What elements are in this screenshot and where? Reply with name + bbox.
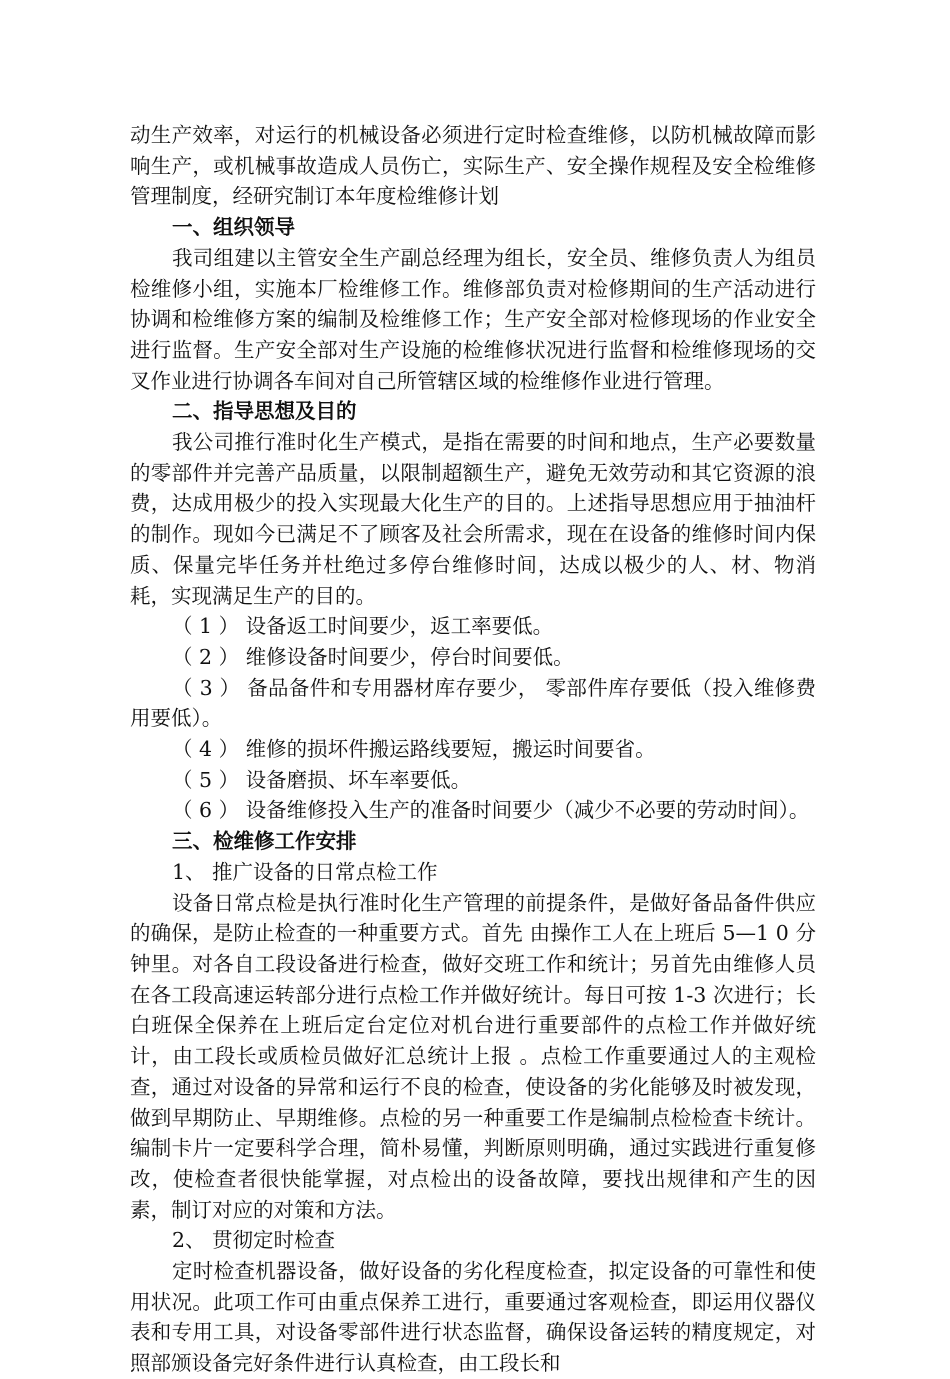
organization-paragraph: 我司组建以主管安全生产副总经理为组长，安全员、维修负责人为组员检维修小组，实施本厂检维修工作。维修部负责对检修期间的生产活动进行协调和检维修方案的编制及检维修工作；生产安全部对检修现场的作业安全进行监督。生产安全部对生产设施的检维修状况进行监督和检维修现场的交叉作业进行协调各车间对自己所管辖区域的检维修作业进行管理。: [130, 245, 816, 393]
daily-inspection-paragraph: 设备日常点检是执行准时化生产管理的前提条件，是做好备品备件供应的确保，是防止检查的一种重要方式。首先 由操作工人在上班后 5—1 0 分钟里。对各自工段设备进行检查，做好交班工作和统计；另首先由维修人员在各工段高速运转部分进行点检工作并做好统计。每日可按 1-3 次进行；长白班保全保养在上班后定台定位对机台进行重要部件的点检工作并做好统计，由工段长或质检员做好汇总统计上报 。点检工作重要通过人的主观检查，通过对设备的异常和运行不良的检查，使设备的劣化能够及时被发现，做到早期防止、早期维修。点检的另一种重要工作是编制点检检查卡统计。编制卡片一定要科学合理，简朴易懂，判断原则明确，通过实践进行重复修改，使检查者很快能掌握，对点检出的设备故障，要找出规律和产生的因素，制订对应的对策和方法。: [130, 890, 816, 1222]
subsection-daily-inspection: 1、 推广设备的日常点检工作: [172, 859, 438, 884]
goal-item-1: （ 1 ） 设备返工时间要少，返工率要低。: [172, 614, 554, 639]
goal-item-2: （ 2 ） 维修设备时间要少，停台时间要低。: [172, 644, 574, 669]
goal-item-3: （ 3 ） 备品备件和专用器材库存要少， 零部件库存要低（投入维修费用要低）。: [130, 675, 816, 731]
document-page: [130, 120, 816, 1379]
intro-paragraph: 动生产效率，对运行的机械设备必须进行定时检查维修，以防机械故障而影响生产，或机械事故造成人员伤亡，实际生产、安全操作规程及安全检维修管理制度，经研究制订本年度检维修计划: [130, 123, 816, 209]
goal-item-4: （ 4 ） 维修的损坏件搬运路线要短，搬运时间要省。: [172, 737, 656, 762]
guiding-ideas-paragraph: 我公司推行准时化生产模式，是指在需要的时间和地点，生产必要数量的零部件并完善产品质量，以限制超额生产，避免无效劳动和其它资源的浪费，达成用极少的投入实现最大化生产的目的。上述指导思想应用于抽油杆的制作。现如今已满足不了顾客及社会所需求，现在在设备的维修时间内保质、保量完毕任务并杜绝过多停台维修时间，达成以极少的人、材、物消耗，实现满足生产的目的。: [130, 430, 816, 608]
section-heading-organization: 一、组织领导: [172, 215, 295, 240]
scheduled-inspection-paragraph: 定时检查机器设备，做好设备的劣化程度检查，拟定设备的可靠性和使用状况。此项工作可由重点保养工进行，重要通过客观检查，即运用仪器仪表和专用工具，对设备零部件进行状态监督，确保设备运转的精度规定，对照部颁设备完好条件进行认真检查，由工段长和: [130, 1259, 816, 1376]
goal-item-5: （ 5 ） 设备磨损、坏车率要低。: [172, 767, 472, 792]
goal-item-6: （ 6 ） 设备维修投入生产的准备时间要少（减少不必要的劳动时间）。: [172, 798, 810, 823]
subsection-scheduled-inspection: 2、 贯彻定时检查: [172, 1228, 336, 1253]
section-heading-work-arrangement: 三、检维修工作安排: [172, 829, 357, 854]
section-heading-guiding-ideas: 二、指导思想及目的: [172, 399, 357, 424]
